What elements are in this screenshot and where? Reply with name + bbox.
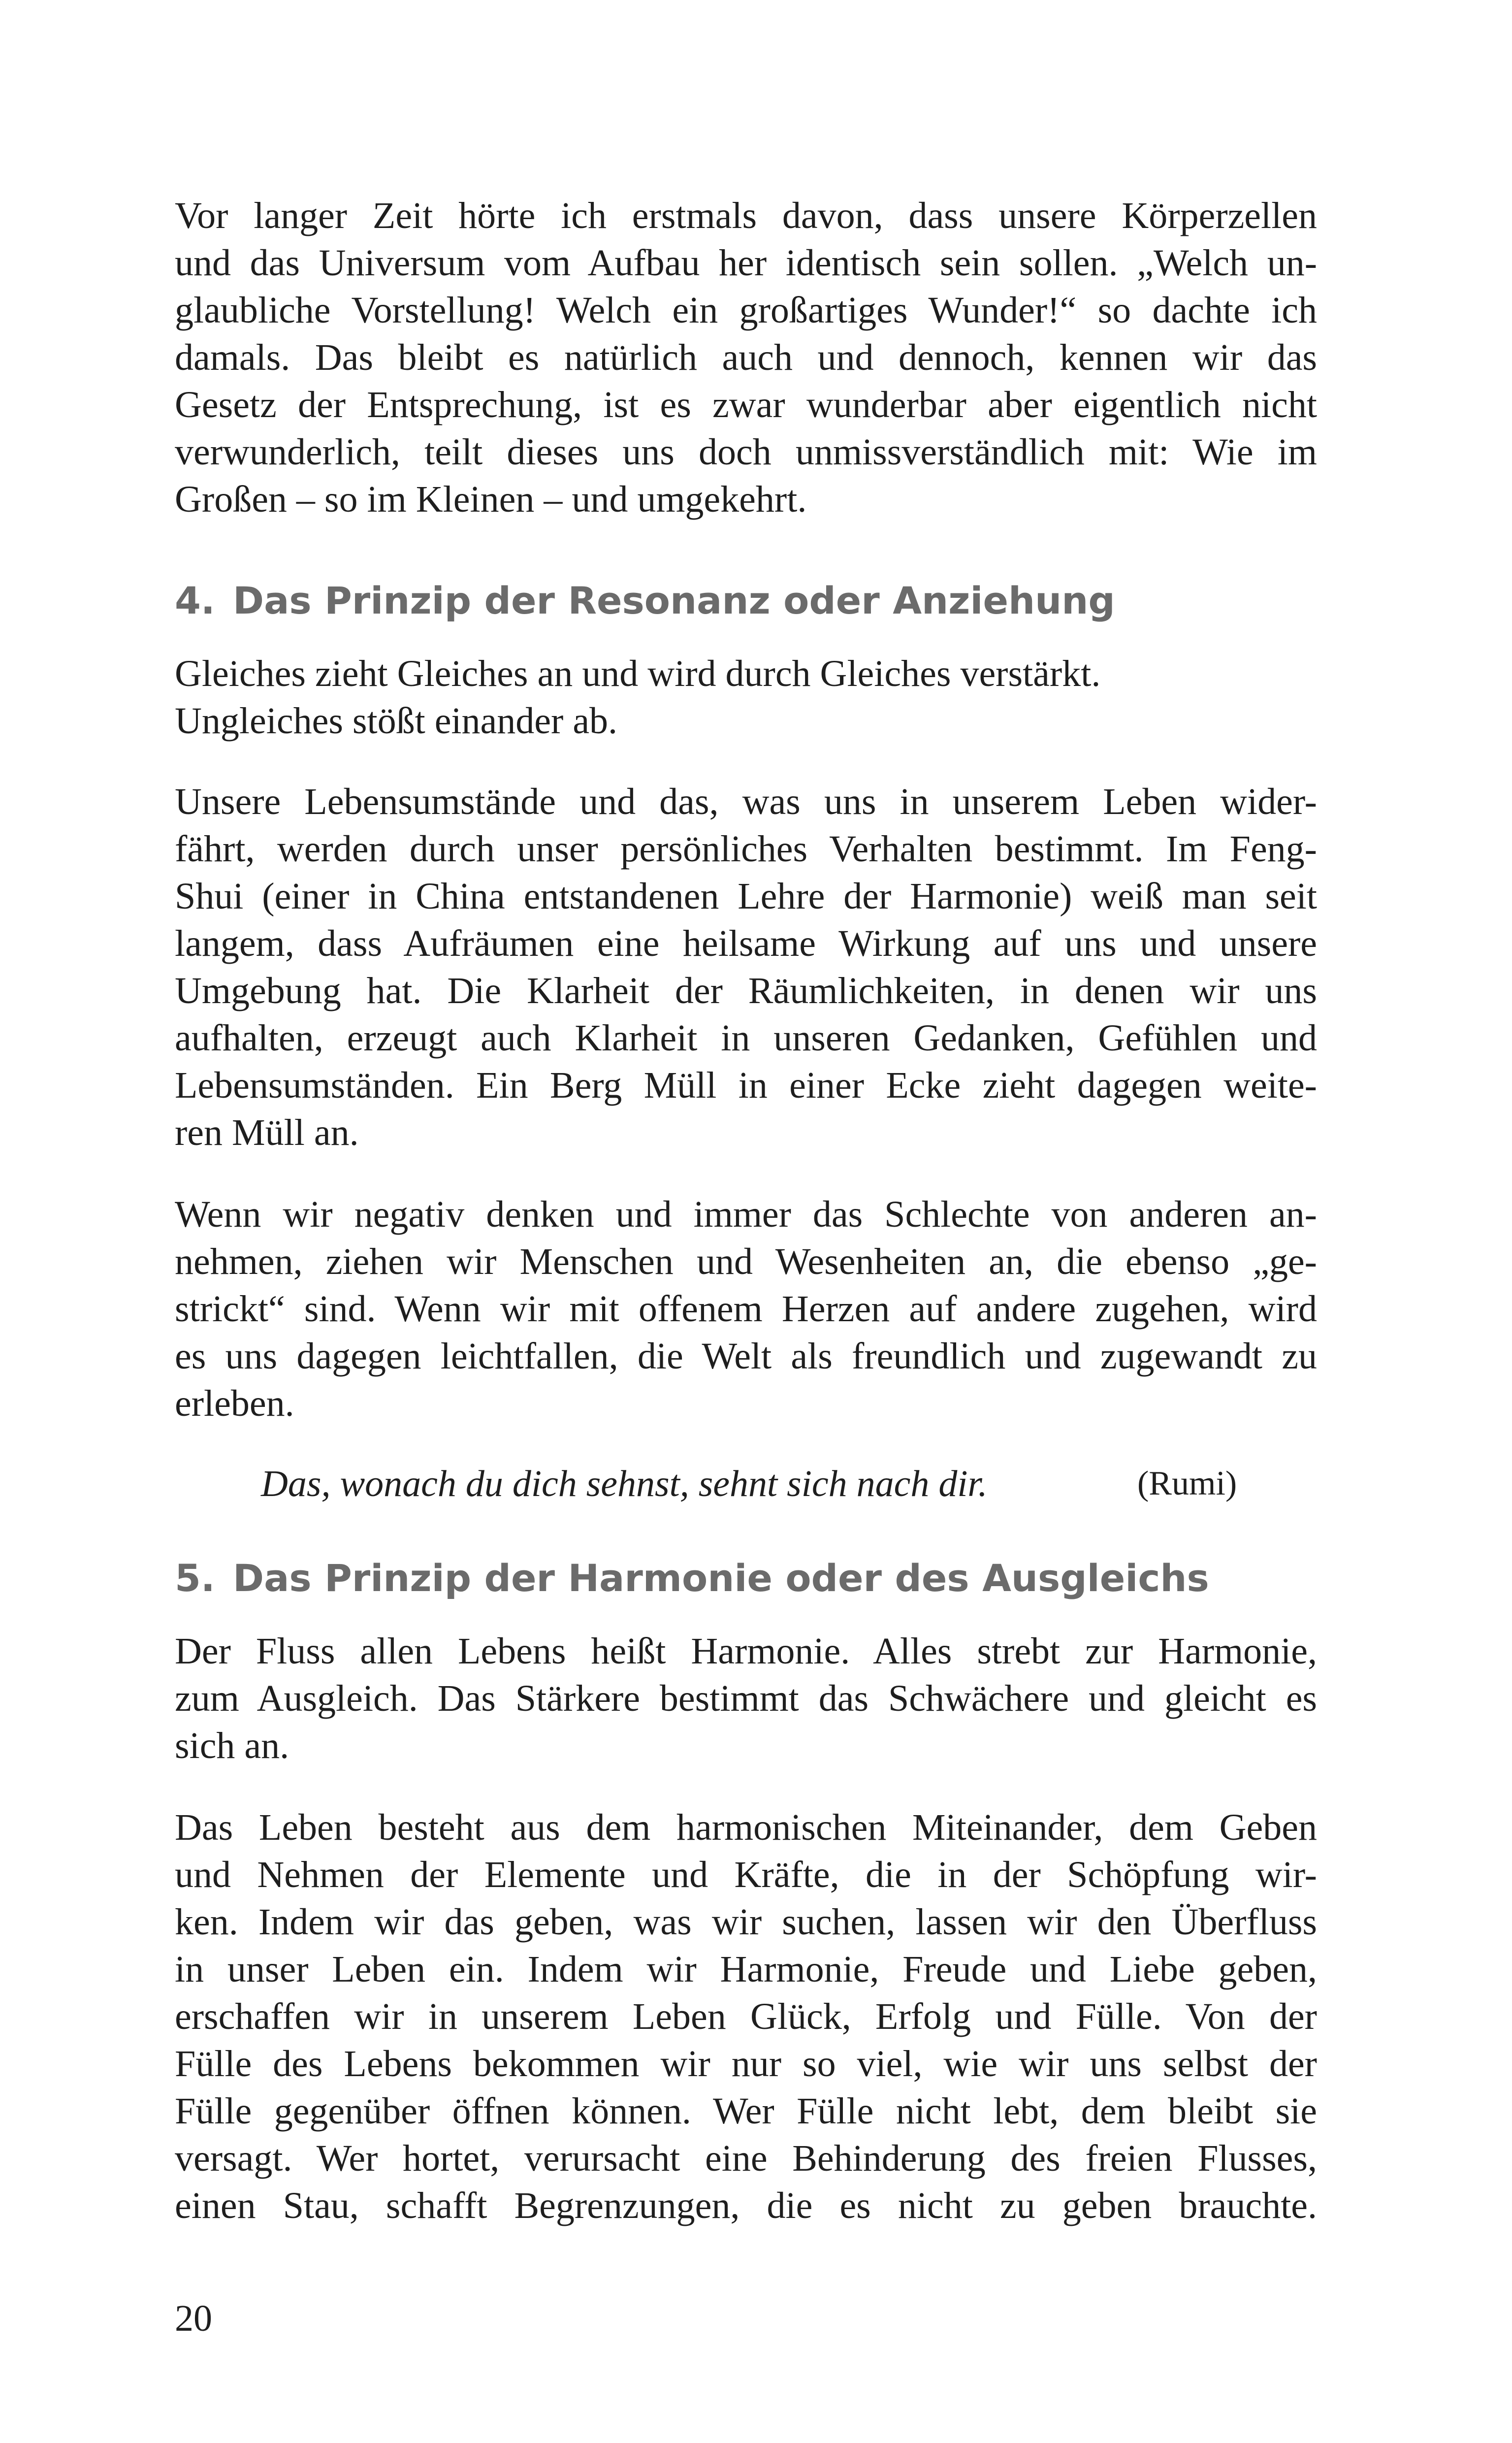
page-number: 20	[175, 2298, 212, 2339]
section-4-paragraph-2	[175, 1191, 1317, 1427]
text-line: Ungleiches stößt einander ab.	[175, 700, 618, 742]
text-line: aufhalten, erzeugt auch Klarheit in unseren Gedanken, Gefühlen und	[175, 1017, 1317, 1059]
intro-paragraph	[175, 192, 1317, 523]
text-line: Der Fluss allen Lebens heißt Harmonie. Alles strebt zur Harmonie,	[175, 1630, 1317, 1672]
text-line: Gleiches zieht Gleiches an und wird durch Gleiches verstärkt.	[175, 653, 1101, 694]
text-line: in unser Leben ein. Indem wir Harmonie, Freude und Liebe geben,	[175, 1949, 1317, 1990]
section-title: Das Prinzip der Resonanz oder Anziehung	[233, 579, 1115, 622]
text-line: sich an.	[175, 1725, 290, 1766]
text-line: Gesetz der Entsprechung, ist es zwar wunderbar aber eigentlich nicht	[175, 384, 1317, 425]
quote-text: Das, wonach du dich sehnst, sehnt sich nach dir.	[261, 1463, 988, 1504]
text-line: fährt, werden durch unser persönliches Verhalten bestimmt. Im Feng-	[175, 828, 1317, 870]
text-line: Das Leben besteht aus dem harmonischen Miteinander, dem Geben	[175, 1807, 1317, 1848]
text-line: Fülle des Lebens bekommen wir nur so viel, wie wir uns selbst der	[175, 2043, 1317, 2085]
text-line: Shui (einer in China entstandenen Lehre der Harmonie) weiß man seit	[175, 876, 1317, 917]
text-line: erschaffen wir in unserem Leben Glück, Erfolg und Fülle. Von der	[175, 1996, 1317, 2037]
text-line: ken. Indem wir das geben, was wir suchen, lassen wir den Überfluss	[175, 1901, 1317, 1943]
text-line: zum Ausgleich. Das Stärkere bestimmt das Schwächere und gleicht es	[175, 1678, 1317, 1719]
quote-author: (Rumi)	[1137, 1465, 1237, 1502]
text-line: versagt. Wer hortet, verursacht eine Behinderung des freien Flusses,	[175, 2138, 1317, 2179]
text-line: nehmen, ziehen wir Menschen und Wesenheiten an, die ebenso „ge-	[175, 1241, 1317, 1282]
text-line: einen Stau, schafft Begrenzungen, die es nicht zu geben brauchte.	[175, 2185, 1317, 2226]
section-title: Das Prinzip der Harmonie oder des Ausgleichs	[233, 1556, 1209, 1600]
section-4-lead	[175, 650, 1317, 745]
text-line: und Nehmen der Elemente und Kräfte, die in der Schöpfung wir-	[175, 1854, 1317, 1895]
section-4-paragraph-1	[175, 778, 1317, 1156]
text-line: langem, dass Aufräumen eine heilsame Wirkung auf uns und unsere	[175, 923, 1317, 964]
text-line: Großen – so im Kleinen – und umgekehrt.	[175, 479, 807, 520]
section-5-lead	[175, 1628, 1317, 1769]
section-number: 5.	[175, 1556, 215, 1600]
text-line: strickt“ sind. Wenn wir mit offenem Herzen auf andere zugehen, wird	[175, 1288, 1317, 1330]
text-line: ren Müll an.	[175, 1112, 359, 1153]
section-number: 4.	[175, 579, 215, 622]
text-line: Lebensumständen. Ein Berg Müll in einer Ecke zieht dagegen weite-	[175, 1065, 1317, 1106]
text-line: Wenn wir negativ denken und immer das Schlechte von anderen an-	[175, 1194, 1317, 1235]
text-line: und das Universum vom Aufbau her identisch sein sollen. „Welch un-	[175, 242, 1317, 284]
text-line: verwunderlich, teilt dieses uns doch unmissverständlich mit: Wie im	[175, 431, 1317, 473]
section-4-heading	[175, 577, 1317, 624]
text-line: es uns dagegen leichtfallen, die Welt als freundlich und zugewandt zu	[175, 1336, 1317, 1377]
text-line: glaubliche Vorstellung! Welch ein großartiges Wunder!“ so dachte ich	[175, 290, 1317, 331]
section-5-paragraph-1	[175, 1804, 1317, 2229]
text-line: Unsere Lebensumstände und das, was uns in unserem Leben wider-	[175, 781, 1317, 822]
text-line: Fülle gegenüber öffnen können. Wer Fülle nicht lebt, dem bleibt sie	[175, 2090, 1317, 2132]
section-5-heading	[175, 1555, 1317, 1602]
text-line: Vor langer Zeit hörte ich erstmals davon, dass unsere Körperzellen	[175, 195, 1317, 236]
text-line: erleben.	[175, 1383, 294, 1424]
text-line: Umgebung hat. Die Klarheit der Räumlichkeiten, in denen wir uns	[175, 970, 1317, 1011]
text-line: damals. Das bleibt es natürlich auch und dennoch, kennen wir das	[175, 337, 1317, 378]
rumi-quote	[261, 1460, 1295, 1507]
